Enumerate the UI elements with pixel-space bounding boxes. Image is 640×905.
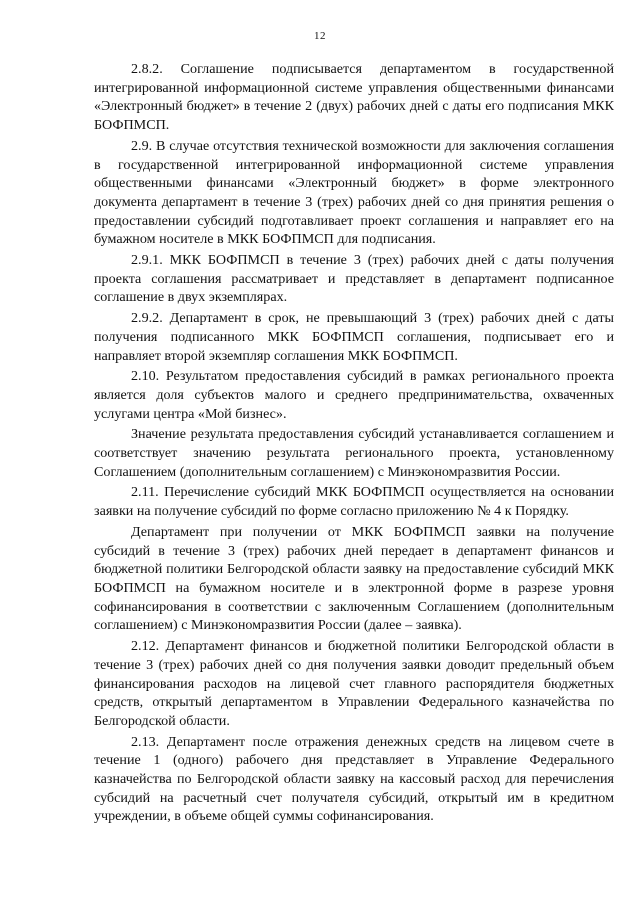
paragraph-result-value: Значение результата предоставления субсидий устанавливается соглашением и соответствует значению результата регионального проекта, установленному Соглашением (дополнительным соглашением) с Минэкономразвития России. bbox=[94, 426, 614, 480]
paragraph-2-8-2: 2.8.2. Соглашение подписывается департаментом в государственной интегрированной информационной системе управления общественными финансами «Электронный бюджет» в течение 2 (двух) рабочих дней с даты его подписания МКК БОФПМСП. bbox=[94, 61, 614, 134]
paragraph-2-9: 2.9. В случае отсутствия технической возможности для заключения соглашения в государственной интегрированной информационной системе управления общественными финансами «Электронный бюджет» в форме электронного документа департамент в течение 3 (трех) рабочих дней со дня принятия решения о предоставлении субсидий подготавливает проект соглашения и направляет его на бумажном носителе в МКК БОФПМСП для подписания. bbox=[94, 137, 614, 248]
paragraph-request-transfer: Департамент при получении от МКК БОФПМСП заявки на получение субсидий в течение 3 (трех) рабочих дней передает в департамент финансов и бюджетной политики Белгородской области заявку на предоставление субсидий МКК БОФПМСП на бумажном носителе и в электронной форме в разрезе уровня софинансирования в соответствии с заключенным Соглашением (дополнительным соглашением) с Минэкономразвития России (далее – заявка). bbox=[94, 523, 614, 634]
paragraph-2-9-1: 2.9.1. МКК БОФПМСП в течение 3 (трех) рабочих дней с даты получения проекта соглашения рассматривает и представляет в департамент подписанное соглашение в двух экземплярах. bbox=[94, 252, 614, 306]
paragraph-2-11: 2.11. Перечисление субсидий МКК БОФПМСП осуществляется на основании заявки на получение субсидий по форме согласно приложению № 4 к Порядку. bbox=[94, 484, 614, 520]
paragraph-2-13: 2.13. Департамент после отражения денежных средств на лицевом счете в течение 1 (одного) рабочего дня представляет в Управление Федерального казначейства по Белгородской области заявку на кассовый расход для перечисления субсидий на расчетный счет получателя субсидий, открытый им в кредитном учреждении, в объеме общей суммы софинансирования. bbox=[94, 733, 614, 825]
paragraph-2-10: 2.10. Результатом предоставления субсидий в рамках регионального проекта является доля субъектов малого и среднего предпринимательства, охваченных услугами центра «Мой бизнес». bbox=[94, 368, 614, 422]
document-body bbox=[94, 60, 614, 828]
paragraph-2-9-2: 2.9.2. Департамент в срок, не превышающий 3 (трех) рабочих дней с даты получения подписанного МКК БОФПМСП соглашения, подписывает его и направляет второй экземпляр соглашения МКК БОФПМСП. bbox=[94, 310, 614, 364]
paragraph-2-12: 2.12. Департамент финансов и бюджетной политики Белгородской области в течение 3 (трех) рабочих дней со дня получения заявки доводит предельный объем финансирования расходов на лицевой счет главного распорядителя бюджетных средств, открытый департаментом в Управлении Федерального казначейства по Белгородской области. bbox=[94, 638, 614, 729]
page-number: 12 bbox=[314, 30, 326, 42]
